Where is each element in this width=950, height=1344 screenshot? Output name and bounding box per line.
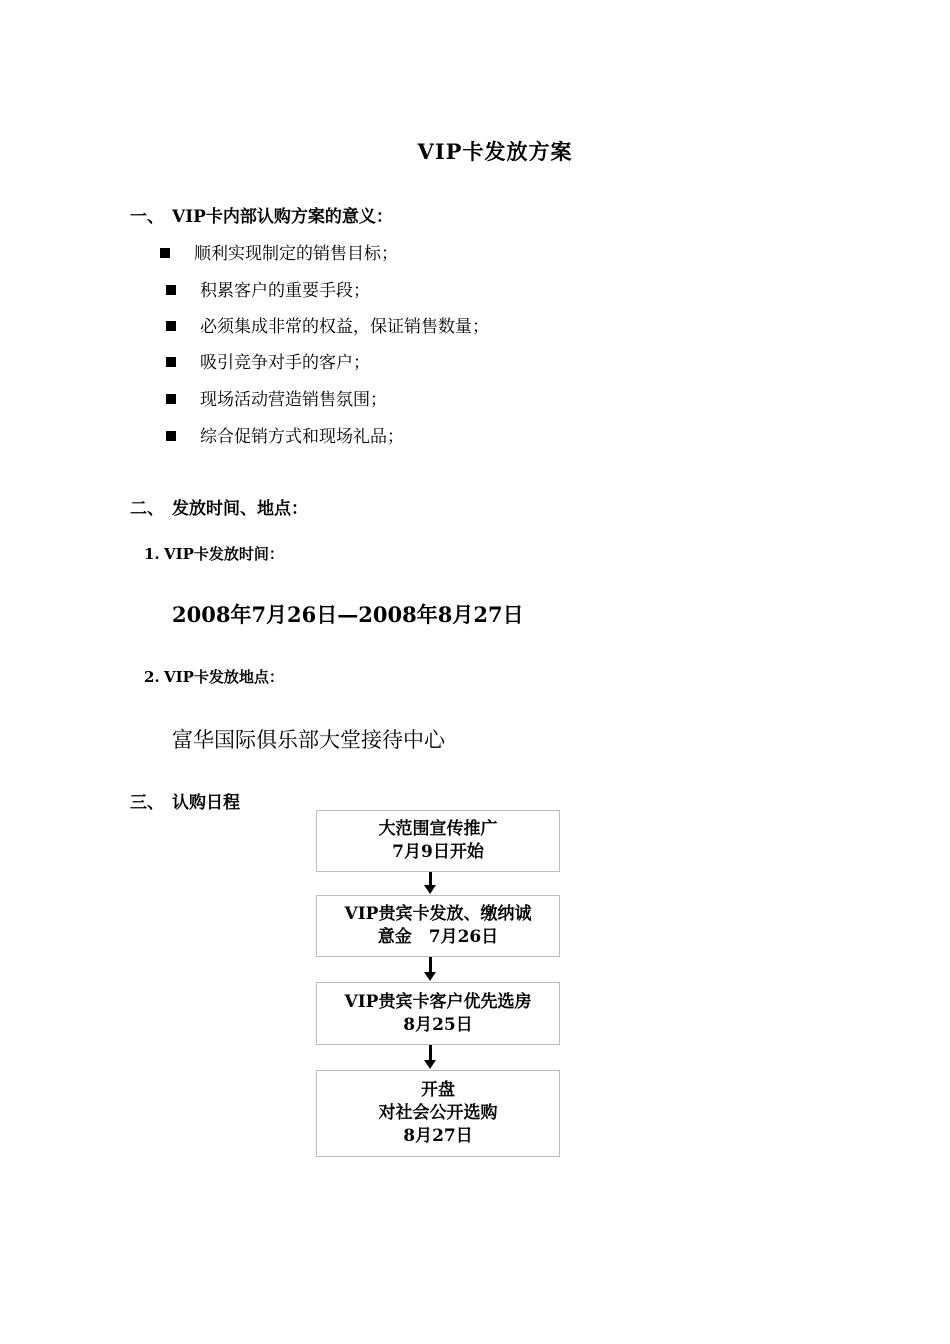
bullet-text: 积累客户的重要手段； [200, 281, 370, 301]
issue-time-label [144, 543, 284, 564]
flow-step-promotion [316, 810, 560, 872]
bullet-text: 综合促销方式和现场礼品； [200, 427, 404, 447]
list-item [166, 422, 404, 447]
flow-step-date: 8月27日 [403, 1126, 473, 1146]
item-number: 1. [144, 545, 160, 563]
list-item [160, 239, 398, 264]
flow-step-text: VIP贵宾卡客户优先选房 [344, 991, 532, 1012]
square-bullet-icon [160, 248, 170, 258]
list-item [166, 348, 370, 373]
flow-step-priority-selection [316, 982, 560, 1045]
list-item [166, 276, 370, 301]
flow-step-text: 大范围宣传推广 [378, 819, 498, 839]
square-bullet-icon [166, 431, 176, 441]
section-1-number: 一、 [130, 207, 164, 227]
bullet-text: 顺利实现制定的销售目标； [194, 244, 398, 264]
section-2-number: 二、 [130, 499, 164, 519]
down-arrow-icon [429, 1045, 432, 1061]
section-1-heading [130, 202, 393, 227]
down-arrow-icon [429, 957, 432, 973]
square-bullet-icon [166, 285, 176, 295]
section-1-label: VIP卡内部认购方案的意义： [172, 207, 393, 227]
flow-step-date: 8月25日 [403, 1014, 473, 1035]
flow-step-date: 7月9日开始 [392, 842, 484, 862]
section-3-heading [130, 788, 240, 813]
square-bullet-icon [166, 357, 176, 367]
section-3-number: 三、 [130, 793, 164, 813]
bullet-text: 必须集成非常的权益，保证销售数量； [200, 317, 489, 337]
flow-step-card-issue [316, 895, 560, 957]
item-number: 2. [144, 668, 160, 686]
page-title: VIP卡发放方案 [417, 139, 573, 164]
list-item [166, 312, 489, 337]
down-arrow-icon [429, 872, 432, 886]
flow-step-text: 对社会公开选购 [378, 1103, 498, 1123]
section-2-label: 发放时间、地点： [172, 499, 308, 519]
square-bullet-icon [166, 394, 176, 404]
section-2-heading [130, 494, 308, 519]
issue-place-label [144, 666, 284, 687]
flow-step-date: 意金 7月26日 [377, 927, 499, 947]
bullet-text: 吸引竞争对手的客户； [200, 353, 370, 373]
item-label: VIP卡发放时间： [164, 545, 284, 563]
list-item [166, 385, 387, 410]
bullet-text: 现场活动营造销售氛围； [200, 390, 387, 410]
issue-place-value: 富华国际俱乐部大堂接待中心 [172, 728, 445, 752]
item-label: VIP卡发放地点： [164, 668, 284, 686]
flow-step-text: VIP贵宾卡发放、缴纳诚 [344, 904, 532, 924]
issue-time-value: 2008年7月26日—2008年8月27日 [172, 602, 524, 627]
square-bullet-icon [166, 321, 176, 331]
flow-step-text: 开盘 [421, 1080, 455, 1100]
section-3-label: 认购日程 [172, 793, 240, 813]
flow-step-opening [316, 1070, 560, 1157]
